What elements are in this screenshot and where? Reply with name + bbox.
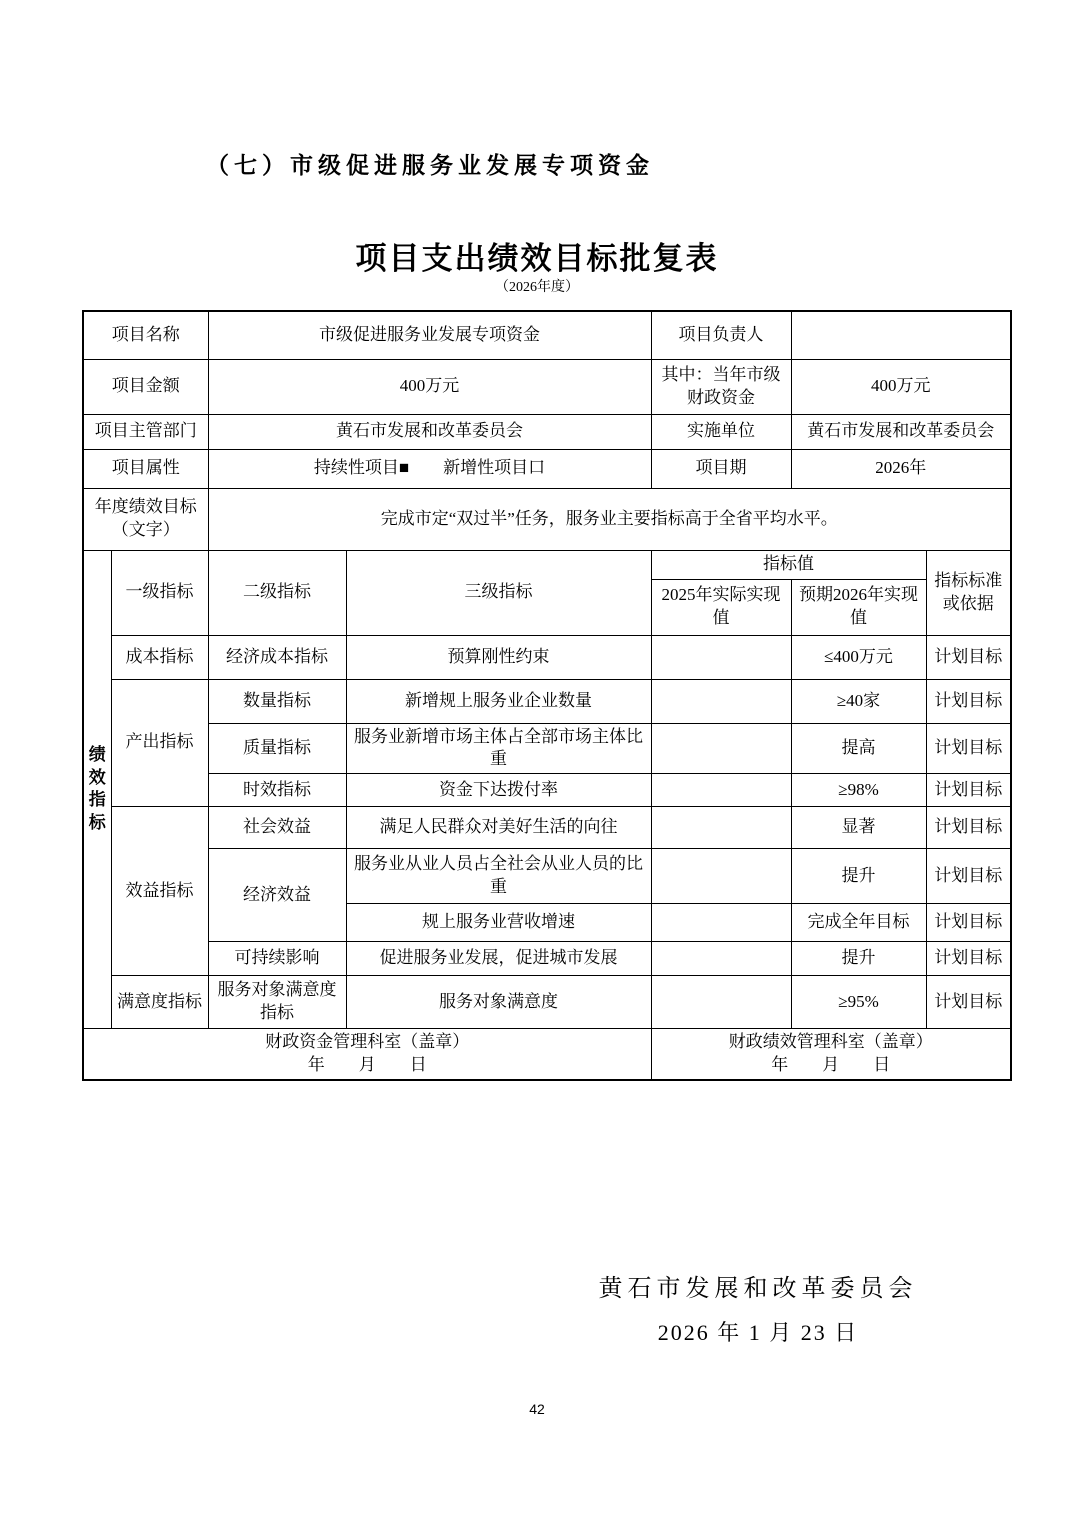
indicator-2026-value: ≥98% (791, 774, 926, 807)
indicator-2026-value: ≤400万元 (791, 635, 926, 679)
indicator-2025-value (651, 849, 791, 904)
info-value-supervising-dept: 黄石市发展和改革委员会 (208, 414, 651, 449)
info-label-project-period: 项目期 (651, 449, 791, 488)
indicator-level1: 成本指标 (111, 635, 208, 679)
signature-block (443, 1268, 1073, 1347)
indicator-level2: 时效指标 (208, 774, 346, 807)
info-label-implementing-unit: 实施单位 (651, 414, 791, 449)
header-level2: 二级指标 (208, 550, 346, 635)
indicator-2025-value (651, 976, 791, 1029)
table-row (83, 359, 1011, 414)
page-title: 项目支出绩效目标批复表 (355, 241, 719, 276)
indicator-level2: 社会效益 (208, 807, 346, 849)
info-value-city-funds: 400万元 (791, 359, 1011, 414)
indicator-2026-value: 显著 (791, 807, 926, 849)
info-value-project-amount: 400万元 (208, 359, 651, 414)
page-number: 42 (529, 1401, 545, 1417)
indicator-side-label: 绩效指标 (83, 550, 111, 1029)
indicator-2026-value: 提升 (791, 942, 926, 976)
indicator-level3: 资金下达拨付率 (346, 774, 651, 807)
info-value-project-name: 市级促进服务业发展专项资金 (208, 311, 651, 359)
indicator-standard: 计划目标 (926, 849, 1011, 904)
table-row (83, 976, 1011, 1029)
indicator-2026-value: ≥95% (791, 976, 926, 1029)
indicator-2026-value: 提高 (791, 723, 926, 774)
indicator-level1: 满意度指标 (111, 976, 208, 1029)
table-row (83, 635, 1011, 679)
indicator-level3: 满足人民群众对美好生活的向往 (346, 807, 651, 849)
header-standard: 指标标准或依据 (926, 550, 1011, 635)
table-row (83, 414, 1011, 449)
indicator-2025-value (651, 635, 791, 679)
info-value-project-leader (791, 311, 1011, 359)
indicator-level3: 服务业从业人员占全社会从业人员的比重 (346, 849, 651, 904)
signature-organization: 黄石市发展和改革委员会 (598, 1276, 918, 1302)
indicator-standard: 计划目标 (926, 635, 1011, 679)
indicator-2025-value (651, 723, 791, 774)
indicator-2025-value (651, 942, 791, 976)
indicator-2026-value: ≥40家 (791, 679, 926, 723)
header-2025-actual: 2025年实际实现值 (651, 579, 791, 635)
indicator-level3: 预算刚性约束 (346, 635, 651, 679)
stamp-cell-performance-office (651, 1029, 1011, 1080)
info-label-project-name: 项目名称 (83, 311, 208, 359)
indicator-level2: 服务对象满意度指标 (208, 976, 346, 1029)
table-row (83, 1029, 1011, 1080)
header-2026-expected: 预期2026年实现值 (791, 579, 926, 635)
info-label-city-funds: 其中：当年市级财政资金 (651, 359, 791, 414)
table-row (83, 488, 1011, 550)
indicator-level1: 效益指标 (111, 807, 208, 976)
stamp-title-funds-office: 财政资金管理科室（盖章） (265, 1032, 470, 1052)
table-row (83, 723, 1011, 774)
indicator-level2: 质量指标 (208, 723, 346, 774)
header-level1: 一级指标 (111, 550, 208, 635)
indicator-level3: 服务业新增市场主体占全部市场主体比重 (346, 723, 651, 774)
info-label-project-leader: 项目负责人 (651, 311, 791, 359)
table-row (83, 449, 1011, 488)
indicator-standard: 计划目标 (926, 774, 1011, 807)
info-value-project-attribute: 持续性项目■ 新增性项目口 (208, 449, 651, 488)
stamp-date-performance-office: 年 月 日 (771, 1055, 891, 1075)
indicator-2025-value (651, 807, 791, 849)
section-heading: （七）市级促进服务业发展专项资金 (206, 153, 654, 178)
info-label-project-amount: 项目金额 (83, 359, 208, 414)
indicator-2026-value: 提升 (791, 849, 926, 904)
table-row (83, 774, 1011, 807)
indicator-level3: 新增规上服务业企业数量 (346, 679, 651, 723)
indicator-2025-value (651, 904, 791, 942)
indicator-standard: 计划目标 (926, 807, 1011, 849)
indicator-level3: 规上服务业营收增速 (346, 904, 651, 942)
table-row (83, 679, 1011, 723)
indicator-level3: 促进服务业发展，促进城市发展 (346, 942, 651, 976)
indicator-level3: 服务对象满意度 (346, 976, 651, 1029)
performance-target-table (82, 310, 1012, 1081)
indicator-standard: 计划目标 (926, 723, 1011, 774)
annual-goal-text: 完成市定“双过半”任务，服务业主要指标高于全省平均水平。 (208, 488, 1011, 550)
indicator-level2: 经济成本指标 (208, 635, 346, 679)
indicator-2025-value (651, 679, 791, 723)
table-row (83, 849, 1011, 904)
info-value-implementing-unit: 黄石市发展和改革委员会 (791, 414, 1011, 449)
header-value-group: 指标值 (651, 550, 926, 579)
stamp-date-funds-office: 年 月 日 (307, 1055, 427, 1075)
stamp-cell-funds-office (83, 1029, 651, 1080)
indicator-level2: 数量指标 (208, 679, 346, 723)
indicator-2026-value: 完成全年目标 (791, 904, 926, 942)
table-row (83, 942, 1011, 976)
annual-goal-label: 年度绩效目标（文字） (83, 488, 208, 550)
indicator-standard: 计划目标 (926, 679, 1011, 723)
indicator-level2: 经济效益 (208, 849, 346, 942)
signature-date: 2026 年 1 月 23 日 (657, 1320, 859, 1345)
table-row (83, 311, 1011, 359)
header-level3: 三级指标 (346, 550, 651, 635)
indicator-level1: 产出指标 (111, 679, 208, 807)
info-value-project-period: 2026年 (791, 449, 1011, 488)
info-label-project-attribute: 项目属性 (83, 449, 208, 488)
table-row (83, 807, 1011, 849)
table-row (83, 550, 1011, 579)
page-subtitle: （2026年度） (495, 280, 579, 295)
info-label-supervising-dept: 项目主管部门 (83, 414, 208, 449)
indicator-standard: 计划目标 (926, 942, 1011, 976)
indicator-standard: 计划目标 (926, 904, 1011, 942)
indicator-2025-value (651, 774, 791, 807)
indicator-standard: 计划目标 (926, 976, 1011, 1029)
indicator-level2: 可持续影响 (208, 942, 346, 976)
stamp-title-performance-office: 财政绩效管理科室（盖章） (728, 1032, 933, 1052)
